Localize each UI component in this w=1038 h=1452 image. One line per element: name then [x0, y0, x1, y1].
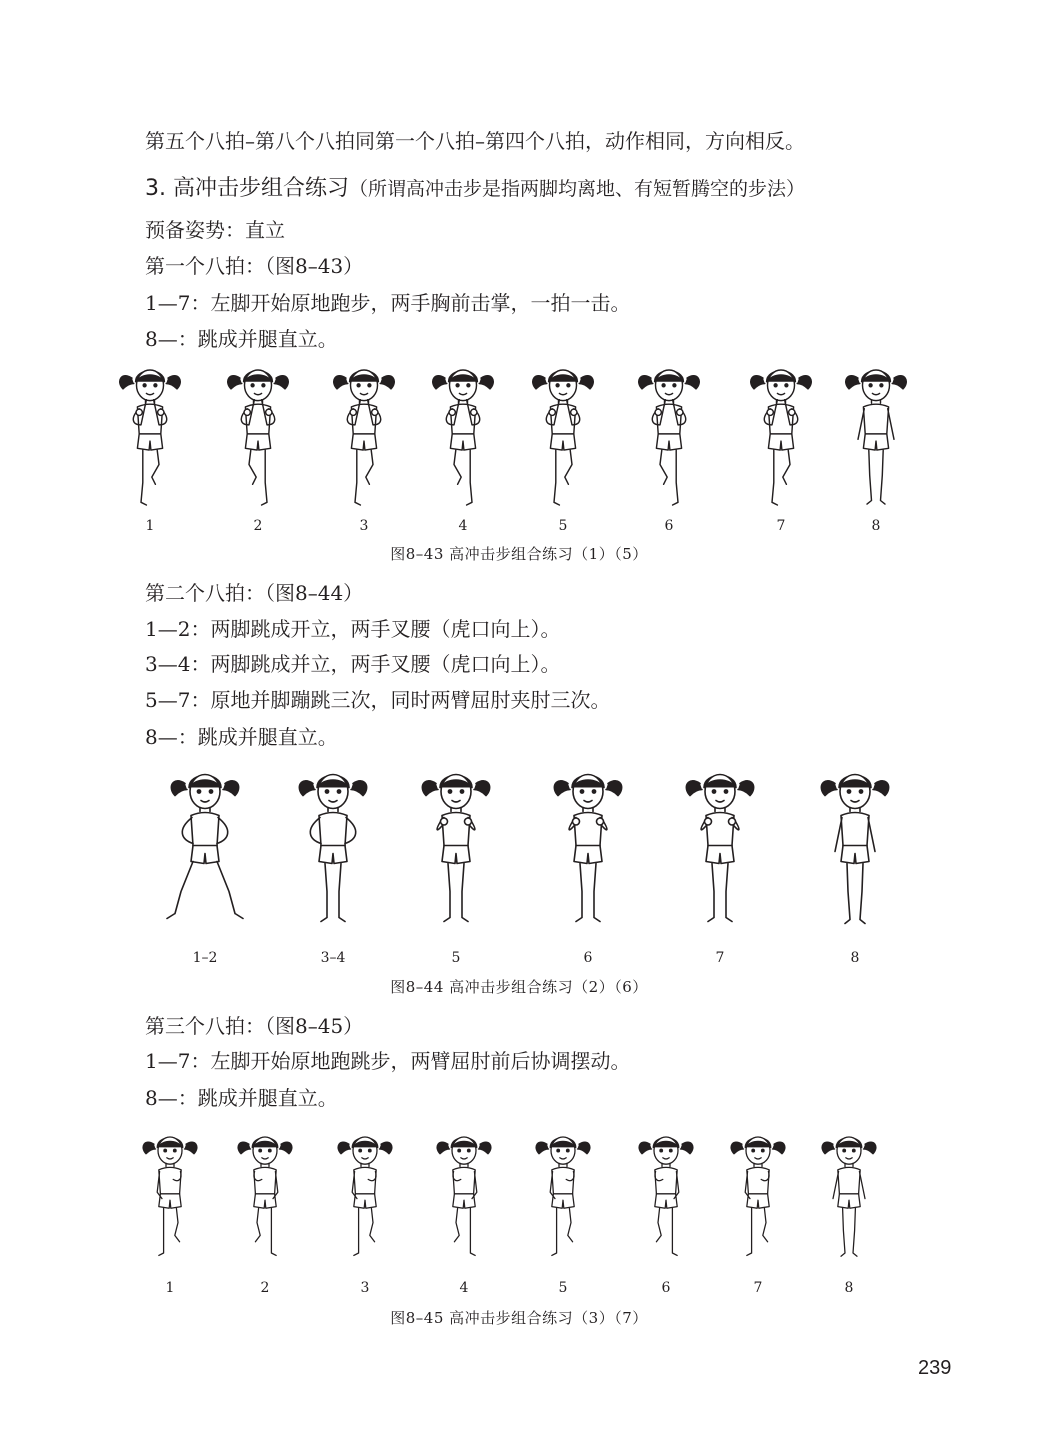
section-heading-title: 3. 高冲击步组合练习	[145, 176, 349, 201]
figure-step-label: 4	[458, 518, 468, 534]
figure-illustration	[225, 1118, 305, 1268]
section-heading-note: （所谓高冲击步是指两脚均离地、有短暂腾空的步法）	[348, 178, 805, 200]
figure-step-label: 1	[165, 1280, 175, 1296]
eight2-title: 第二个八拍：（图8–44）	[145, 581, 364, 605]
figure-step-label: 3–4	[320, 950, 346, 966]
figure-8-43	[0, 358, 1038, 538]
section-heading	[145, 176, 805, 202]
figure-8-45	[0, 1118, 1038, 1300]
figure-step-label: 5	[558, 518, 568, 534]
figure-step-label: 6	[664, 518, 674, 534]
figure-step-label: 7	[753, 1280, 763, 1296]
eight1-step: 1—7：左脚开始原地跑步，两手胸前击掌，一拍一击。	[145, 291, 631, 315]
eight1-step: 8—：跳成并腿直立。	[145, 327, 338, 351]
figure-illustration	[105, 358, 195, 508]
prep-line: 预备姿势：直立	[145, 218, 285, 242]
eight3-step: 1—7：左脚开始原地跑跳步，两臂屈肘前后协调摆动。	[145, 1049, 631, 1073]
figure-step-label: 4	[459, 1280, 469, 1296]
figure-step-label: 2	[260, 1280, 270, 1296]
figure-illustration	[626, 1118, 706, 1268]
figure-caption: 图8–44 高冲击步组合练习（2）（6）	[390, 978, 648, 996]
eight2-step: 8—：跳成并腿直立。	[145, 725, 338, 749]
figure-step-label: 8	[850, 950, 860, 966]
figure-illustration	[319, 358, 409, 508]
figure-step-label: 1	[145, 518, 155, 534]
figure-illustration	[130, 1118, 210, 1268]
eight2-step: 1—2：两脚跳成开立，两手叉腰（虎口向上）。	[145, 617, 561, 641]
figure-step-label: 6	[583, 950, 593, 966]
figure-illustration	[518, 358, 608, 508]
figure-step-label: 5	[558, 1280, 568, 1296]
figure-step-label: 8	[871, 518, 881, 534]
figure-step-label: 8	[844, 1280, 854, 1296]
figure-8-44	[0, 752, 1038, 972]
figure-step-label: 3	[359, 518, 369, 534]
figure-illustration	[406, 752, 506, 937]
figure-illustration	[523, 1118, 603, 1268]
figure-step-label: 2	[253, 518, 263, 534]
figure-illustration	[538, 752, 638, 937]
figure-illustration	[718, 1118, 798, 1268]
eight2-step: 3—4：两脚跳成并立，两手叉腰（虎口向上）。	[145, 652, 561, 676]
figure-illustration	[805, 752, 905, 937]
page-number: 239	[918, 1357, 952, 1379]
figure-illustration	[624, 358, 714, 508]
figure-step-label: 7	[715, 950, 725, 966]
figure-step-label: 1–2	[192, 950, 218, 966]
figure-caption: 图8–45 高冲击步组合练习（3）（7）	[390, 1309, 648, 1327]
eight3-step: 8—：跳成并腿直立。	[145, 1086, 338, 1110]
eight2-step: 5—7：原地并脚蹦跳三次，同时两臂屈肘夹肘三次。	[145, 688, 611, 712]
figure-caption: 图8–43 高冲击步组合练习（1）（5）	[390, 545, 648, 563]
figure-step-label: 5	[451, 950, 461, 966]
figure-illustration	[325, 1118, 405, 1268]
figure-illustration	[736, 358, 826, 508]
figure-illustration	[831, 358, 921, 508]
eight1-title: 第一个八拍：（图8–43）	[145, 254, 364, 278]
figure-step-label: 7	[776, 518, 786, 534]
figure-illustration	[424, 1118, 504, 1268]
intro-line: 第五个八拍–第八个八拍同第一个八拍–第四个八拍，动作相同，方向相反。	[145, 129, 805, 153]
figure-illustration	[283, 752, 383, 937]
figure-illustration	[809, 1118, 889, 1268]
figure-step-label: 6	[661, 1280, 671, 1296]
figure-illustration	[213, 358, 303, 508]
figure-step-label: 3	[360, 1280, 370, 1296]
eight3-title: 第三个八拍：（图8–45）	[145, 1014, 364, 1038]
figure-illustration	[670, 752, 770, 937]
figure-illustration	[418, 358, 508, 508]
figure-illustration	[155, 752, 255, 937]
